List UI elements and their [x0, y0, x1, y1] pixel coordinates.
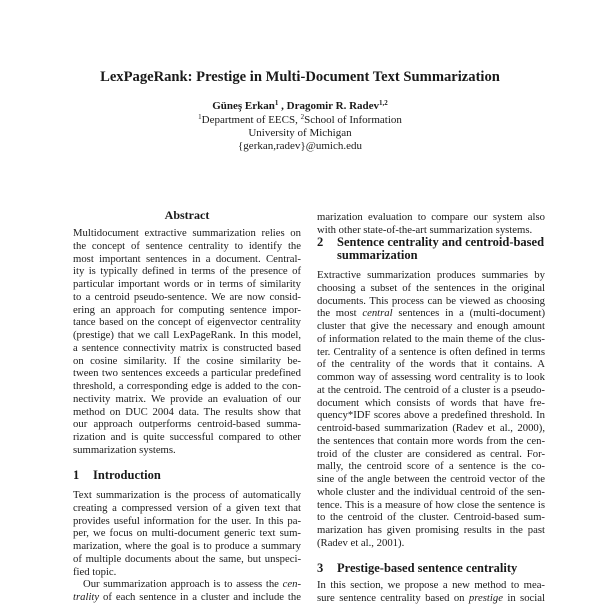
text-line: Multidocument extractive summarization relies on: [73, 227, 301, 239]
text-line: our approach outperforms centroid-based summa-: [73, 418, 301, 431]
author-2: Dragomir R. Radev: [286, 100, 380, 112]
paper-title: LexPageRank: Prestige in Multi-Document Text Summarization: [100, 69, 500, 85]
affil-mark-2: 2: [300, 113, 305, 121]
author-2-affil: 1,2: [379, 99, 388, 107]
affiliation: [0, 114, 600, 126]
text-line: ering an approach for computing sentence impor-: [73, 303, 301, 316]
author-1: Güneş Erkan: [212, 100, 275, 112]
text-line: centroid-based summarization (Radev et al., 2000),: [317, 422, 545, 434]
university: University of Michigan: [248, 127, 352, 139]
text-line: cluster that give the necessary and enough amount: [317, 320, 545, 332]
department: Department of EECS,: [201, 114, 301, 126]
section-title: Sentence centrality and centroid-based: [337, 235, 545, 249]
text-line: method on DUC 2004 data. The results show that: [73, 405, 301, 418]
affil-mark-1: 1: [198, 113, 202, 121]
text-line: document which consists of words that have fre-: [317, 396, 545, 409]
text-line: sine of the angle between the centroid vector of the: [317, 473, 545, 485]
text-segment: the most: [317, 307, 363, 320]
section-3-heading: [317, 562, 517, 575]
email: {gerkan,radev}@umich.edu: [238, 140, 362, 152]
text-line: In this section, we propose a new method to mea-: [317, 579, 545, 591]
text-line: [73, 591, 301, 604]
text-line: at the centroid. The centroid of a cluster is a pseudo-: [317, 383, 545, 396]
text-line: the concept of sentence centrality to identify the: [73, 239, 301, 252]
text-line: tence. This is a measure of how close the sentence is: [317, 498, 545, 511]
text-line: the sentences that contain more words from the cen-: [317, 434, 545, 447]
text-line: (Radev et al., 2001).: [317, 536, 405, 549]
text-line: to a centroid pseudo-sentence. We are now consid-: [73, 290, 301, 303]
abstract-heading: Abstract: [164, 208, 210, 222]
text-line: summarization systems.: [73, 443, 176, 456]
text-line: ity is typically defined in terms of the presence of: [73, 265, 301, 278]
emphasis: prestige: [468, 591, 503, 604]
text-segment: Our summarization approach is to assess the: [83, 578, 283, 590]
text-line: [317, 592, 545, 605]
section-1-heading: [73, 469, 161, 482]
section-title: Prestige-based sentence centrality: [337, 561, 518, 575]
text-line: tween two sentences exceeds a particular predefined: [73, 367, 301, 380]
text-line: marization, where the goal is to produce a summary: [73, 540, 301, 552]
text-segment: sure sentence centrality based on: [317, 591, 469, 604]
authors: [0, 100, 600, 112]
emphasis: trality: [73, 590, 100, 603]
text-segment: in social: [502, 591, 545, 604]
text-line: ter. Centrality of a sentence is often defined in terms: [317, 345, 545, 358]
text-line: particular important words or in terms of similarity: [73, 278, 301, 290]
emphasis: central: [362, 307, 393, 320]
section-title: Introduction: [93, 468, 161, 482]
text-segment: sentences in a (multi-document): [392, 307, 545, 320]
text-line: quency*IDF scores above a predefined threshold. In: [317, 409, 545, 422]
text-line: Extractive summarization produces summaries by: [317, 269, 545, 281]
school: School of Information: [304, 114, 402, 126]
emphasis: cen-: [282, 578, 301, 590]
text-line: nectivity matrix. We provide an evaluation of our: [73, 392, 301, 405]
text-line: Text summarization is the process of automatically: [73, 489, 301, 501]
text-line: marization has given promising results in the past: [317, 524, 545, 536]
text-line: provides useful information for the user. In this pa-: [73, 514, 301, 527]
text-line: troid of the cluster are considered as central. For-: [317, 447, 545, 460]
section-number: 2: [317, 235, 324, 249]
text-line: marization evaluation to compare our system also: [317, 211, 545, 223]
text-line: on cosine similarity. If the cosine similarity be-: [73, 354, 301, 367]
text-line: whole cluster and the individual centroid of the sen-: [317, 485, 545, 498]
author-1-affil: 1: [274, 99, 279, 107]
section-number: 3: [317, 561, 324, 575]
text-line: (prestige) that we call LexPageRank. In this model,: [73, 329, 301, 341]
text-line: creating a compressed version of a given text that: [73, 501, 301, 514]
text-line: a sentence connectivity matrix is constructed based: [73, 341, 301, 354]
text-segment: of each sentence in a cluster and include the: [99, 590, 301, 603]
text-line: of information related to the main theme of the clus-: [317, 332, 545, 345]
text-line: mally, the centroid score of a sentence is the co-: [317, 460, 545, 473]
section-number: 1: [73, 468, 80, 482]
text-line: to the centroid of the cluster. Centroid-based sum-: [317, 511, 545, 524]
text-line: fied topic.: [73, 565, 117, 578]
section-2-heading-line2: summarization: [337, 248, 418, 262]
text-line: of multiple documents about the same, but unspeci-: [73, 552, 301, 565]
text-line: [73, 578, 301, 591]
text-line: of the centrality of the words that it contains. A: [317, 358, 545, 371]
text-line: with other state-of-the-art summarization systems.: [317, 223, 533, 236]
text-line: common way of assessing word centrality is to look: [317, 371, 545, 383]
text-line: threshold, a corresponding edge is added to the con-: [73, 380, 301, 392]
text-line: per, we focus on multi-document generic text sum-: [73, 527, 301, 540]
author-separator: ,: [278, 100, 287, 112]
text-line: documents. This process can be viewed as choosing: [317, 294, 545, 307]
text-line: rization and is quite successful compared to other: [73, 431, 301, 443]
text-line: tance based on the concept of eigenvector centrality: [73, 316, 301, 329]
text-line: choosing a subset of the sentences in the original: [317, 281, 545, 294]
text-line: most important sentences in a document. Central-: [73, 252, 301, 265]
text-line: [317, 307, 545, 320]
